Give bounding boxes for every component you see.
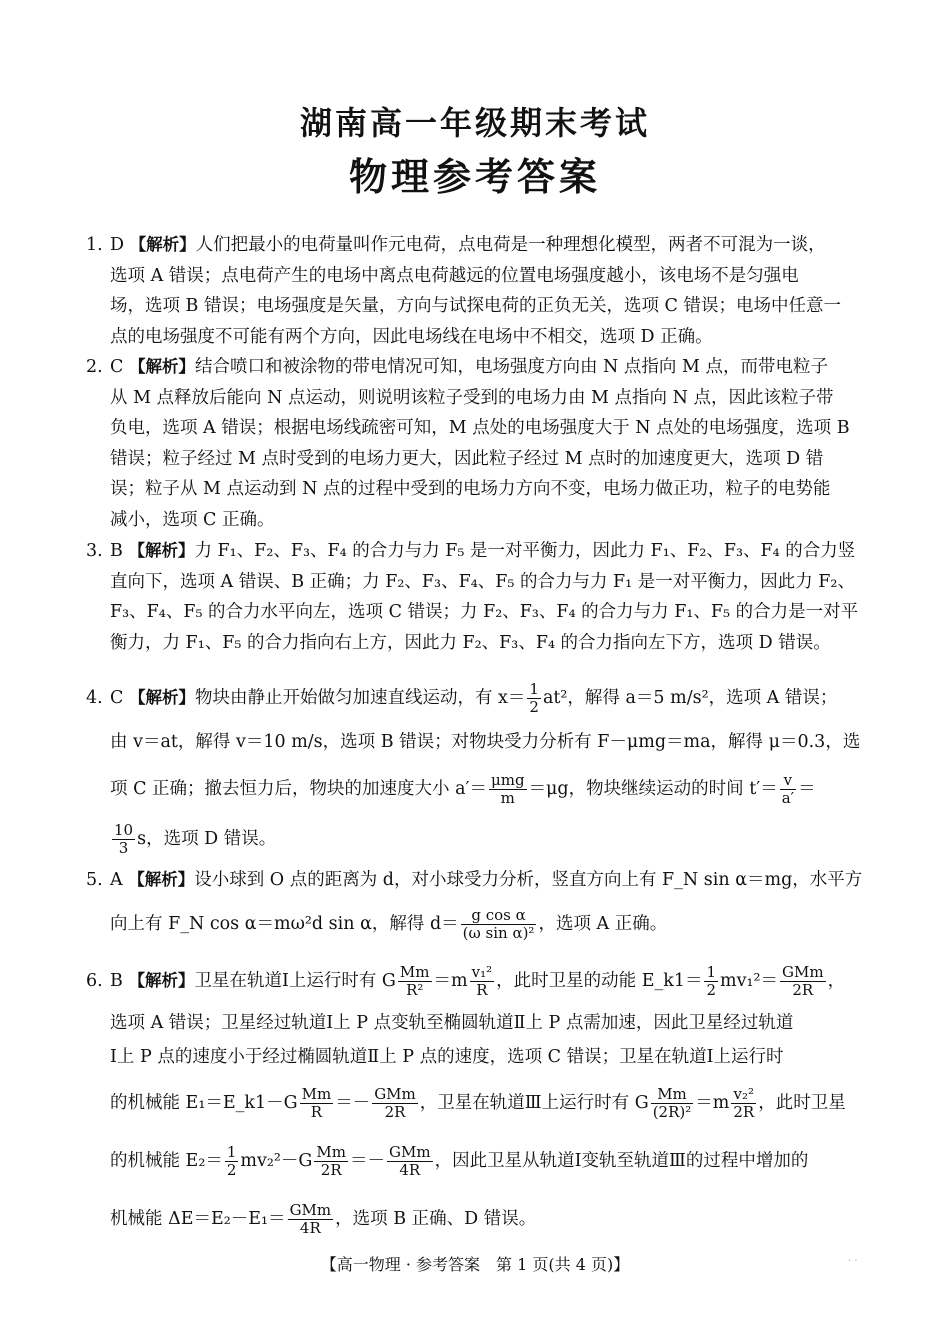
q3-line2: 直向下，选项 A 错误、B 正确；力 F₂、F₃、F₄、F₅ 的合力与力 F₁ 是一对平衡力，因此力 F₂、 [110,571,855,592]
fraction: $\frac{v}{a'}$ [781,770,795,807]
doc-title-line1: 湖南高一年级期末考试 [299,104,650,142]
analysis-tag: 【解析】 [128,870,195,889]
fraction: $\frac{Mm}{\text{R²}}$ [399,962,430,999]
question-6 [86,956,864,1248]
q6-line2: 选项 A 错误；卫星经过轨道Ⅰ上 P 点变轨至椭圆轨道Ⅱ上 P 点需加速，因此卫星经过轨道 [110,1013,794,1033]
q4-line4: $\frac{10}{3}$ s，选项 D 错误。 [114,820,277,857]
q6-line4: 的机械能 E₁＝E_k1－G $\frac{Mm}{R}$ ＝－ $\frac{\text{GMm}}{2R}$ ，卫星在轨道Ⅲ上运行时有 G $\frac{Mm}{\text{(2R)²}}$ ＝m $\frac{\text{v₂²}}{2R}$ ，此时卫星 [110,1084,846,1121]
q6-line3: Ⅰ上 P 点的速度小于经过椭圆轨道Ⅱ上 P 点的速度，选项 C 错误；卫星在轨道Ⅰ上运行时 [110,1047,784,1067]
q3-line4: 衡力，力 F₁、F₅ 的合力指向右上方，因此力 F₂、F₃、F₄ 的合力指向左下方，选项 D 错误。 [110,632,831,653]
q2-line6: 减小，选项 C 正确。 [110,509,275,530]
fraction: $\frac{\text{v₁²}}{R}$ [471,962,493,999]
q6-line5: 的机械能 E₂＝ $\frac{1}{2}$ mv₂²－G $\frac{Mm}{2R}$ ＝－ $\frac{\text{GMm}}{4R}$ ，因此卫星从轨道Ⅰ变轨至轨道Ⅲ的过程中增加的 [110,1142,809,1179]
analysis-tag: 【解析】 [128,357,195,376]
q3-line1: 3. B 【解析】力 F₁、F₂、F₃、F₄ 的合力与力 F₅ 是一对平衡力，因此力 F₁、F₂、F₃、F₄ 的合力竖 [86,541,856,561]
q4-line2: 由 v＝at，解得 v＝10 m/s，选项 B 错误；对物块受力分析有 F－μmg＝ma，解得 μ＝0.3，选 [110,732,861,752]
doc-title-line2: 物理参考答案 [348,155,601,199]
q5-line2: 向上有 F_N cos α＝mω²d sin α，解得 d＝ $\frac{\text{g cos α}}{\text{(ω sin α)²}}$ ，选项 A 正确。 [110,905,668,942]
q3-line3: F₃、F₄、F₅ 的合力水平向左，选项 C 错误；力 F₂、F₃、F₄ 的合力与力 F₁、F₅ 的合力是一对平 [110,602,859,622]
q1-line4: 点的电场强度不可能有两个方向，因此电场线在电场中不相交，选项 D 正确。 [110,326,713,347]
fraction: $\frac{\text{v₂²}}{2R}$ [733,1084,755,1121]
q4-line3: 项 C 正确；撤去恒力后，物块的加速度大小 a′＝ $\frac{\text{μmg}}{m}$ ＝μg，物块继续运动的时间 t′＝ $\frac{v}{a'}$ ＝ [110,770,816,807]
analysis-tag: 【解析】 [128,688,195,707]
q5-line1: 5. A 【解析】设小球到 O 点的距离为 d，对小球受力分析，竖直方向上有 F_N sin α＝mg，水平方 [86,870,863,890]
analysis-tag: 【解析】 [129,235,196,254]
fraction: $\frac{1}{2}$ [226,1142,237,1179]
q2-line5: 误；粒子从 M 点运动到 N 点的过程中受到的电场力方向不变，电场力做正功，粒子的电势能 [110,479,831,499]
fraction: $\frac{10}{3}$ [114,820,134,857]
q1-line1: 1. D 【解析】人们把最小的电荷量叫作元电荷，点电荷是一种理想化模型，两者不可混为一谈， [86,235,826,255]
q2-line3: 负电，选项 A 错误；根据电场线疏密可知，M 点处的电场强度大于 N 点处的电场强度，选项 B [110,418,850,438]
fraction: $\frac{\text{GMm}}{4R}$ [389,1142,431,1179]
q2-line2: 从 M 点释放后能向 N 点运动，则说明该粒子受到的电场力由 M 点指向 N 点，因此该粒子带 [110,387,834,408]
q1-line3: 场，选项 B 错误；电场强度是矢量，方向与试探电荷的正负无关，选项 C 错误；电场中任意一 [110,296,841,316]
q4-line1: 4. C 【解析】物块由静止开始做匀加速直线运动，有 x＝ $\frac{1}{2}$ at²，解得 a＝5 m/s²，选项 A 错误； [86,679,838,716]
analysis-tag: 【解析】 [128,541,195,560]
question-2 [86,352,864,535]
question-5 [86,862,864,950]
q2-line4: 错误；粒子经过 M 点时受到的电场力更大，因此粒子经过 M 点时的加速度更大，选项 D 错 [110,448,824,469]
question-3 [86,536,864,658]
fraction: $\frac{\text{GMm}}{2R}$ [782,962,824,999]
fraction: $\frac{\text{GMm}}{4R}$ [289,1200,332,1237]
page-footer: 【高一物理 · 参考答案 第 1 页(共 4 页)】 [320,1255,630,1274]
fraction: $\frac{\text{g cos α}}{\text{(ω sin α)²}}$ [462,905,535,942]
fraction: $\frac{1}{2}$ [706,962,717,999]
fraction: $\frac{Mm}{2R}$ [316,1142,346,1179]
q6-line1: 6. B 【解析】卫星在轨道Ⅰ上运行时有 G $\frac{Mm}{\text{R²}}$ ＝m $\frac{\text{v₁²}}{R}$ ，此时卫星的动能 E_k1＝ $\frac{1}{2}$ mv₁²＝ $\frac{\text{GMm}}{2R}$ ， [86,962,846,999]
q2-line1: 2. C 【解析】结合喷口和被涂物的带电情况可知，电场强度方向由 N 点指向 M 点，而带电粒子 [86,357,828,377]
q1-line2: 选项 A 错误；点电荷产生的电场中离点电荷越远的位置电场强度越小，该电场不是匀强电 [110,265,799,286]
q6-line6: 机械能 ΔE＝E₂－E₁＝ $\frac{\text{GMm}}{4R}$ ，选项 B 正确、D 错误。 [110,1200,537,1237]
fraction: $\frac{Mm}{\text{(2R)²}}$ [652,1084,692,1121]
question-4 [86,676,864,864]
footer-mark: · · [848,1256,858,1267]
fraction: $\frac{\text{μmg}}{m}$ [490,770,525,807]
fraction: $\frac{1}{2}$ [529,679,539,716]
analysis-tag: 【解析】 [128,971,195,990]
fraction: $\frac{Mm}{R}$ [301,1084,332,1121]
fraction: $\frac{\text{GMm}}{2R}$ [374,1084,416,1121]
question-1 [86,230,864,352]
